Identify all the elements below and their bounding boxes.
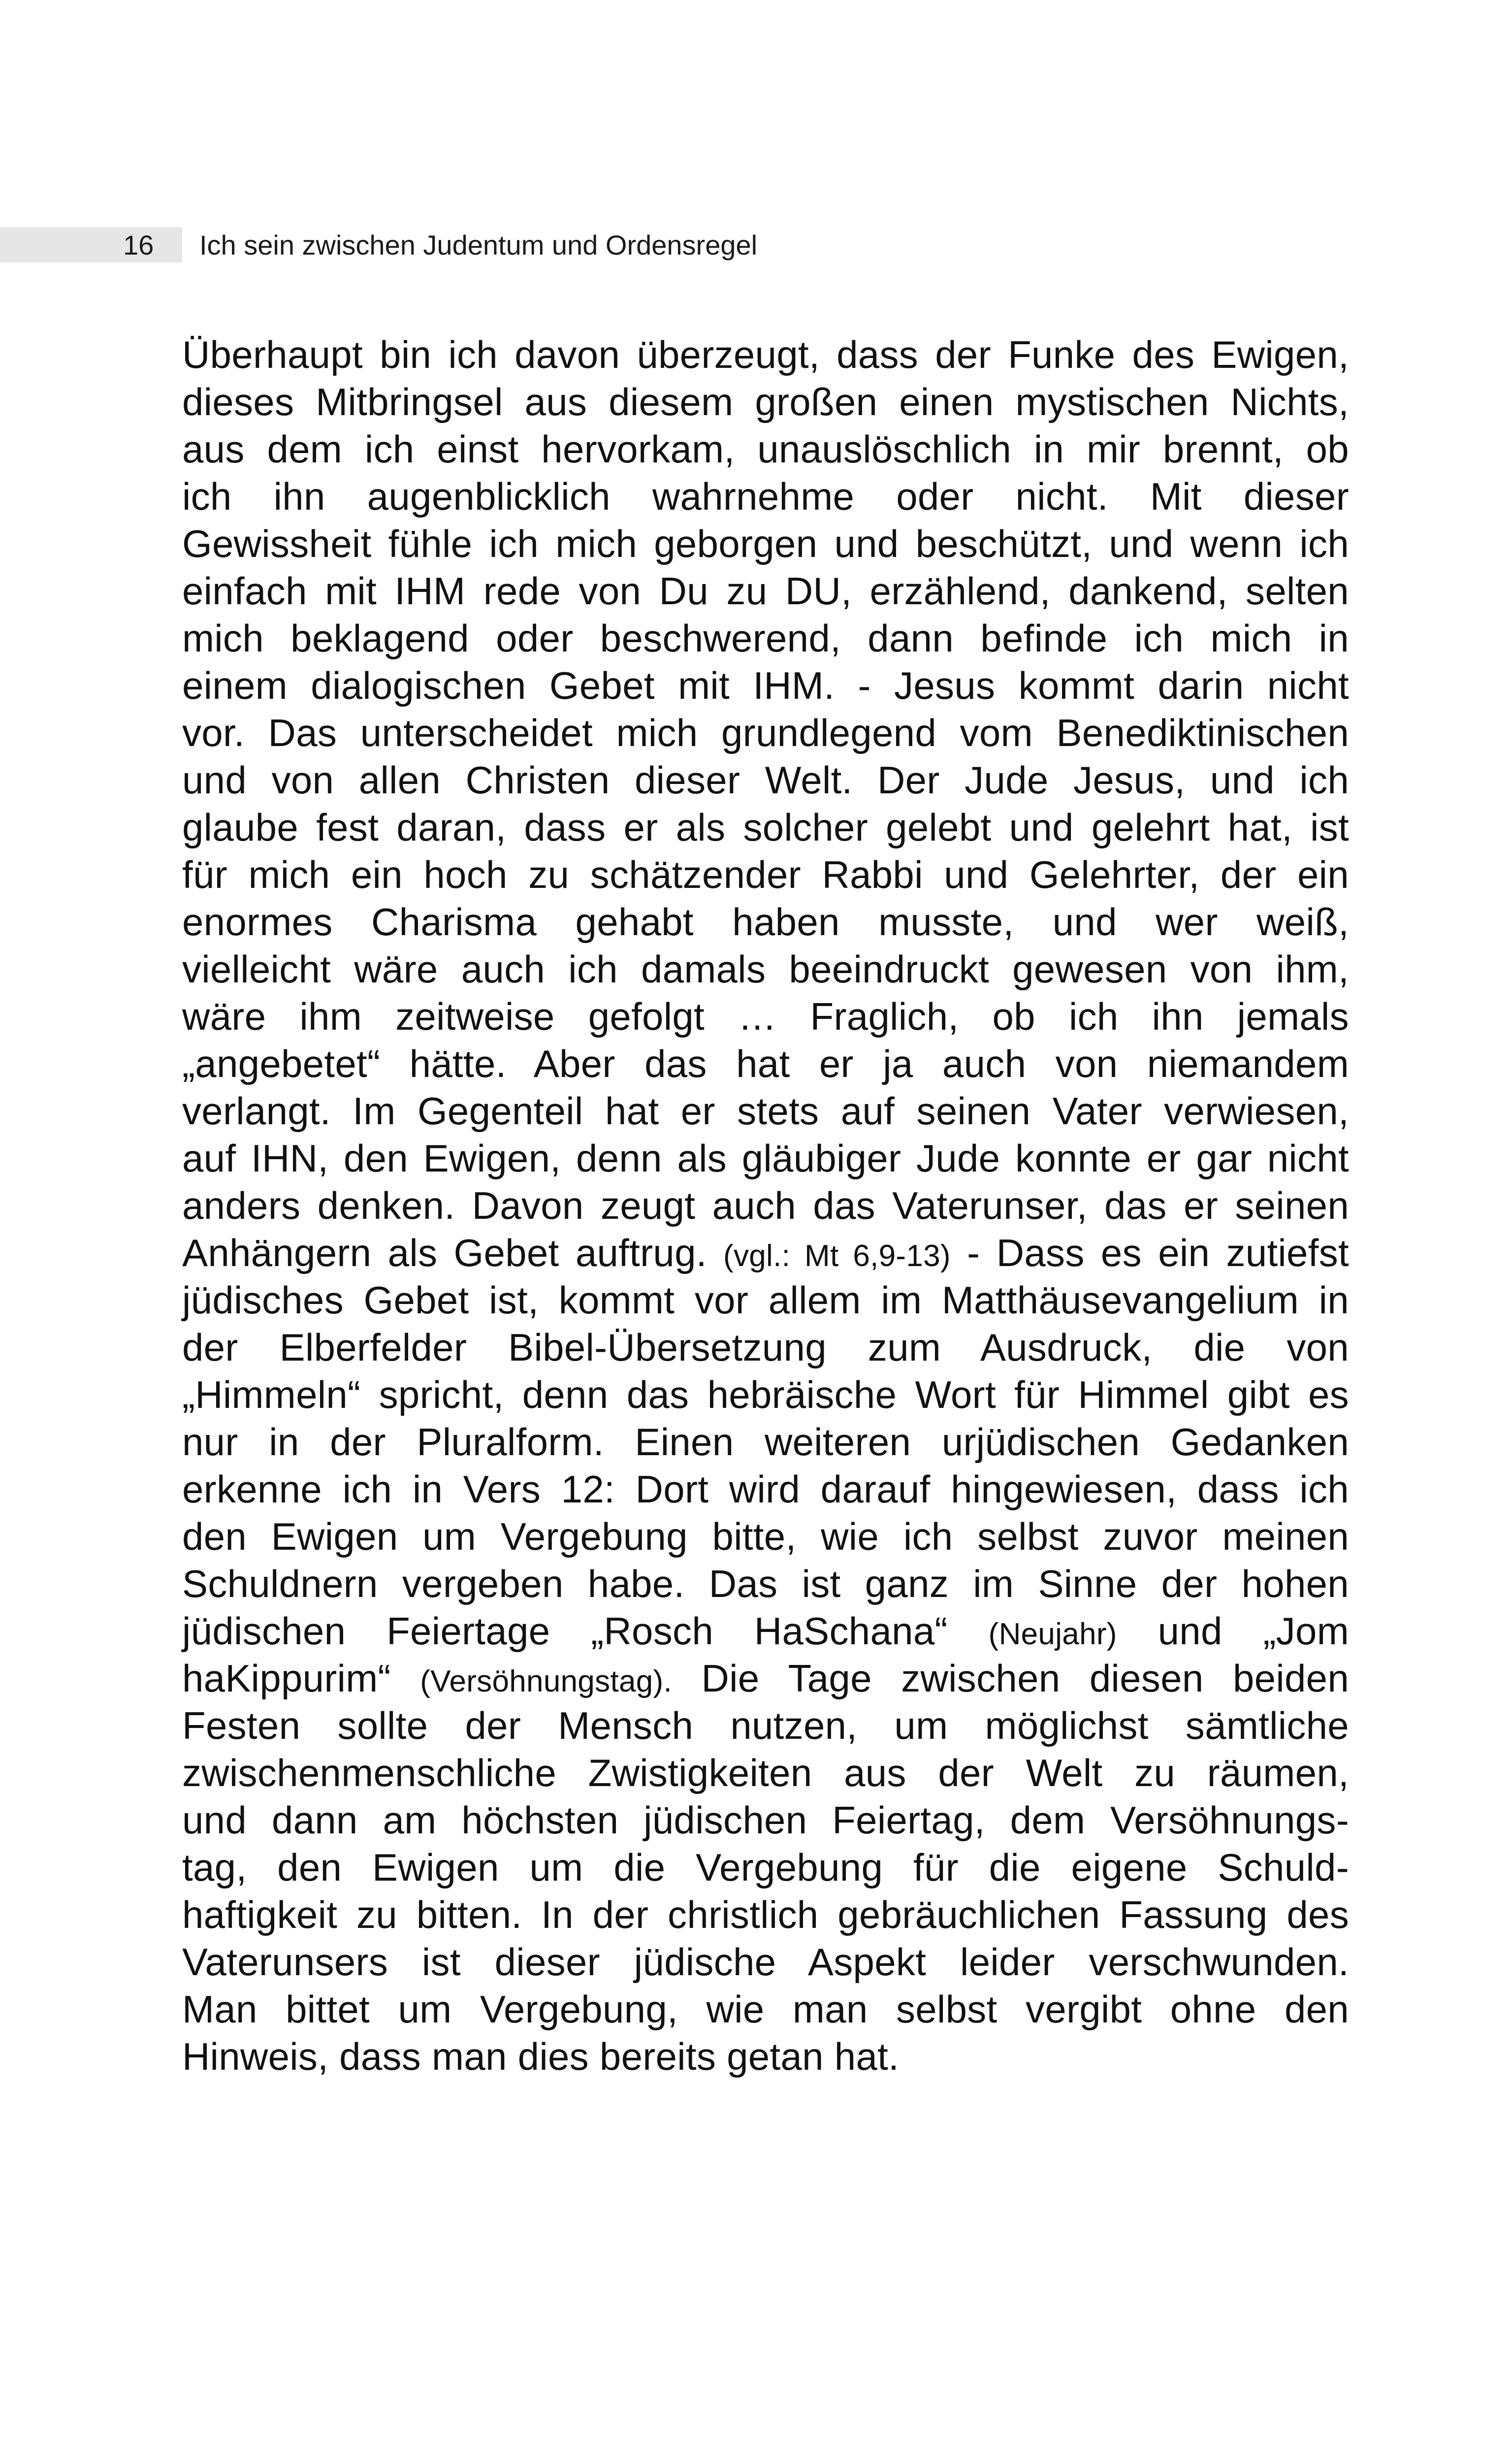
header-band: [0, 227, 182, 262]
text-line: und von allen Christen dieser Welt. Der Jude Jesus, und ich: [182, 758, 1349, 802]
text-line: für mich ein hoch zu schätzender Rabbi und Gelehrter, der ein: [182, 853, 1349, 896]
text-line: tag, den Ewigen um die Vergebung für die eigene Schuld-: [182, 1846, 1349, 1889]
text-line: wäre ihm zeitweise gefolgt … Fraglich, ob ich ihn jemals: [182, 995, 1349, 1038]
text-line: vielleicht wäre auch ich damals beeindruckt gewesen von ihm,: [182, 947, 1349, 991]
text-line: auf IHN, den Ewigen, denn als gläubiger Jude konnte er gar nicht: [182, 1137, 1349, 1180]
page-number: 16: [123, 229, 154, 261]
text-line: und dann am höchsten jüdischen Feiertag, dem Versöhnungs-: [182, 1798, 1349, 1842]
text-line: einem dialogischen Gebet mit IHM. - Jesus kommt darin nicht: [182, 664, 1349, 707]
text-line: Vaterunsers ist dieser jüdische Aspekt leider verschwunden.: [182, 1940, 1349, 1984]
text-line: Gewissheit fühle ich mich geborgen und beschützt, und wenn ich: [182, 522, 1349, 565]
text-segment: - Dass es ein zutiefst: [950, 1231, 1349, 1274]
text-line: haftigkeit zu bitten. In der christlich gebräuchlichen Fassung des: [182, 1893, 1349, 1936]
gloss: (Neujahr): [988, 1617, 1117, 1651]
body-text: [182, 331, 1349, 2080]
text-line: Überhaupt bin ich davon überzeugt, dass der Funke des Ewigen,: [182, 333, 1349, 376]
text-line: erkenne ich in Vers 12: Dort wird darauf hingewiesen, dass ich: [182, 1467, 1349, 1511]
gloss: (Versöhnungstag).: [420, 1664, 673, 1698]
text-line-with-gloss: [182, 1655, 1349, 1702]
text-line: vor. Das unterscheidet mich grundlegend vom Benediktinischen: [182, 711, 1349, 754]
text-line: zwischenmenschliche Zwistigkeiten aus der Welt zu räumen,: [182, 1751, 1349, 1794]
text-line: verlangt. Im Gegenteil hat er stets auf seinen Vater verwiesen,: [182, 1089, 1349, 1133]
text-line: jüdisches Gebet ist, kommt vor allem im Matthäusevangelium in: [182, 1278, 1349, 1322]
text-line: Festen sollte der Mensch nutzen, um möglichst sämtliche: [182, 1704, 1349, 1747]
text-segment: Die Tage zwischen diesen beiden: [672, 1657, 1349, 1700]
text-line-with-citation: [182, 1229, 1349, 1276]
text-line: den Ewigen um Vergebung bitte, wie ich selbst zuvor meinen: [182, 1515, 1349, 1558]
text-segment: haKippurim“: [182, 1657, 420, 1700]
text-line: anders denken. Davon zeugt auch das Vaterunser, das er seinen: [182, 1184, 1349, 1227]
text-line: Man bittet um Vergebung, wie man selbst vergibt ohne den: [182, 1987, 1349, 2031]
text-line: glaube fest daran, dass er als solcher gelebt und gelehrt hat, ist: [182, 806, 1349, 849]
running-title: Ich sein zwischen Judentum und Ordensregel: [199, 229, 758, 261]
citation: (vgl.: Mt 6,9-13): [723, 1239, 951, 1273]
text-line: dieses Mitbringsel aus diesem großen einen mystischen Nichts,: [182, 380, 1349, 423]
text-segment: und „Jom: [1117, 1609, 1349, 1653]
text-line: Hinweis, dass man dies bereits getan hat.: [182, 2035, 900, 2078]
text-line: „Himmeln“ spricht, denn das hebräische Wort für Himmel gibt es: [182, 1373, 1349, 1416]
text-line: ich ihn augenblicklich wahrnehme oder nicht. Mit dieser: [182, 475, 1349, 518]
text-line: enormes Charisma gehabt haben musste, und wer weiß,: [182, 900, 1349, 944]
text-line: mich beklagend oder beschwerend, dann befinde ich mich in: [182, 617, 1349, 660]
text-line: „angebetet“ hätte. Aber das hat er ja auch von niemandem: [182, 1042, 1349, 1085]
text-line: nur in der Pluralform. Einen weiteren urjüdischen Gedanken: [182, 1420, 1349, 1464]
text-line-with-gloss: [182, 1607, 1349, 1655]
text-line: der Elberfelder Bibel-Übersetzung zum Ausdruck, die von: [182, 1326, 1349, 1369]
text-segment: Anhängern als Gebet auftrug.: [182, 1231, 724, 1274]
text-segment: jüdischen Feiertage „Rosch HaSchana“: [182, 1609, 989, 1653]
text-line: einfach mit IHM rede von Du zu DU, erzählend, dankend, selten: [182, 569, 1349, 613]
text-line: Schuldnern vergeben habe. Das ist ganz im Sinne der hohen: [182, 1562, 1349, 1605]
text-line: aus dem ich einst hervorkam, unauslöschlich in mir brennt, ob: [182, 427, 1349, 471]
